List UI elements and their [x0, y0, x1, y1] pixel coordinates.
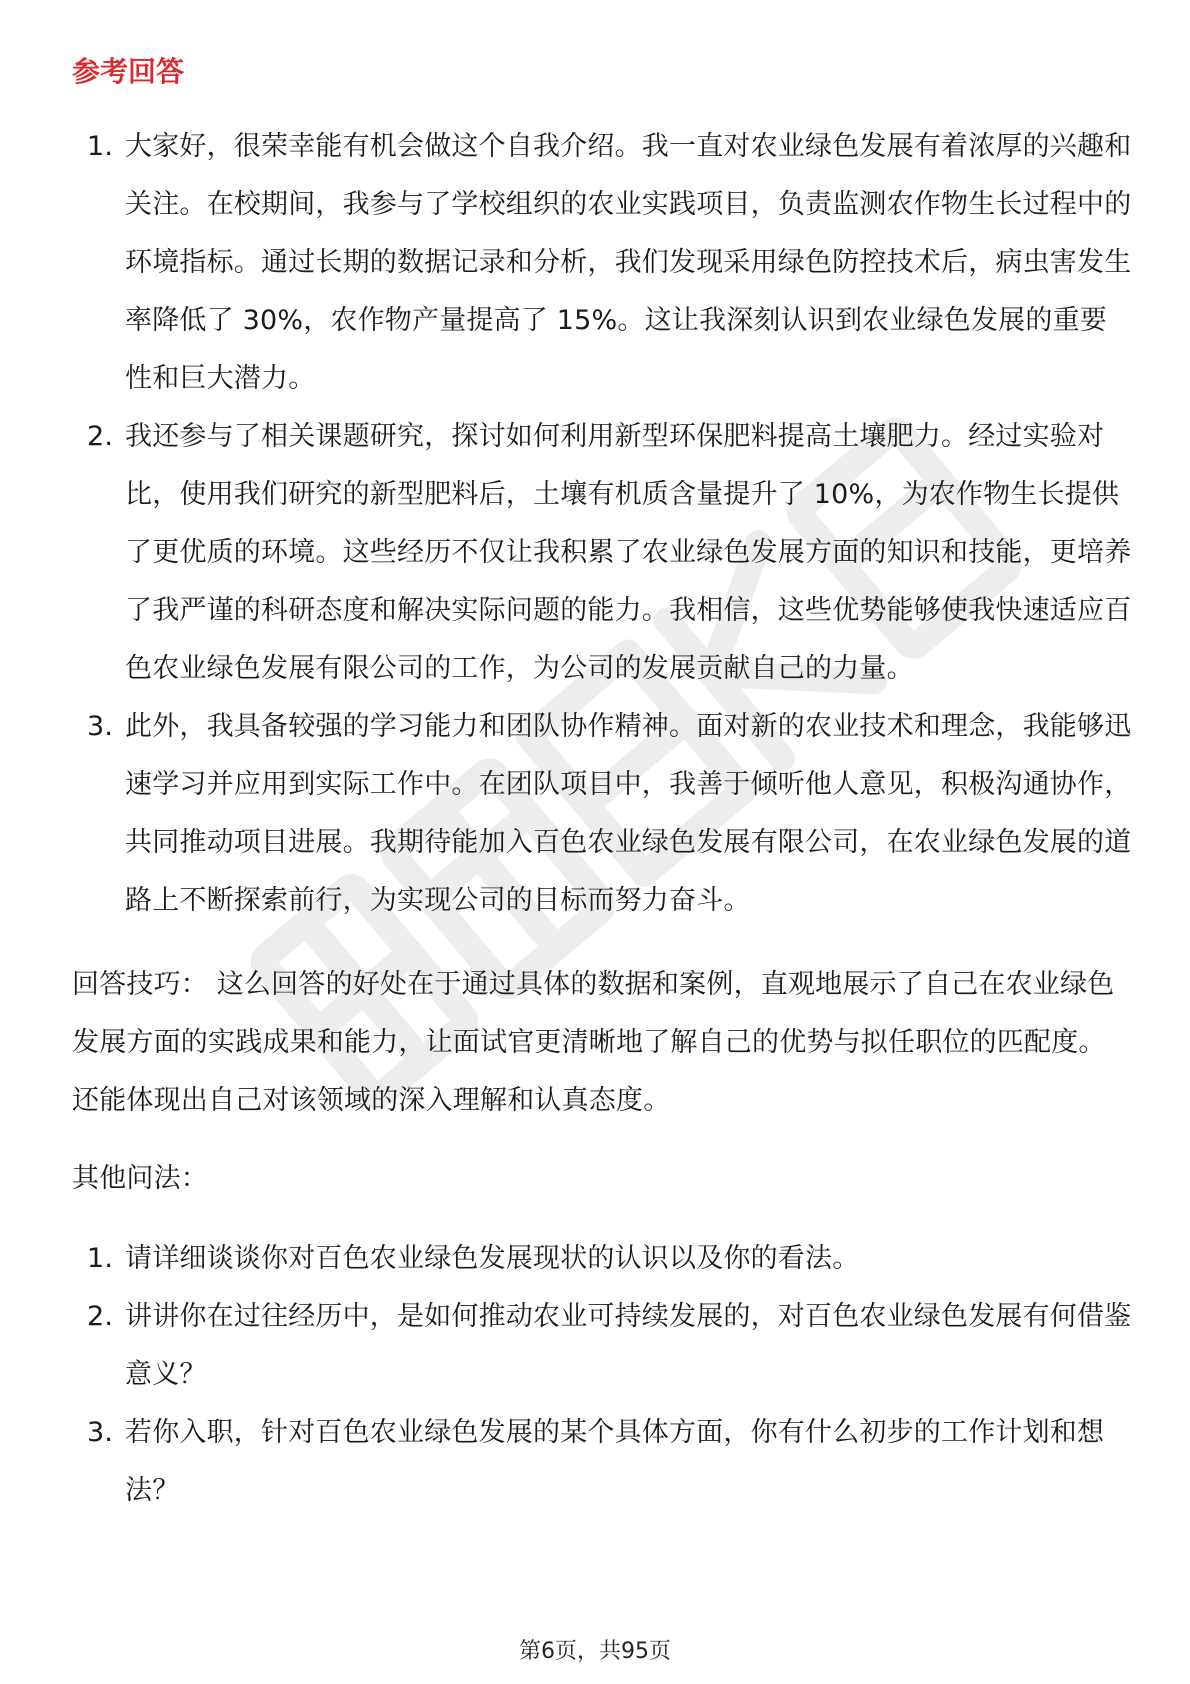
list-number: 1.	[87, 131, 114, 162]
other-questions-list	[72, 1230, 1132, 1520]
other-question-item-3	[72, 1404, 1132, 1520]
answer-text: 我还参与了相关课题研究，探讨如何利用新型环保肥料提高土壤肥力。经过实验对比，使用我们研究的新型肥料后，土壤有机质含量提升了 10%，为农作物生长提供了更优质的环境。这些经历不仅让我积累了农业绿色发展方面的知识和技能，更培养了我严谨的科研态度和解决实际问题的能力。我相信，这些优势能够使我快速适应百色农业绿色发展有限公司的工作，为公司的发展贡献自己的力量。	[125, 421, 1132, 684]
other-question-item-1	[72, 1230, 1132, 1288]
question-text: 若你入职，针对百色农业绿色发展的某个具体方面，你有什么初步的工作计划和想法？	[125, 1417, 1105, 1506]
other-questions-title: 其他问法：	[72, 1163, 208, 1194]
list-number: 1.	[87, 1243, 114, 1274]
answer-list	[72, 118, 1132, 930]
page-footer: 第6页，共95页	[519, 1639, 671, 1664]
answer-item-3	[72, 698, 1132, 930]
answer-text: 此外，我具备较强的学习能力和团队协作精神。面对新的农业技术和理念，我能够迅速学习并应用到实际工作中。在团队项目中，我善于倾听他人意见，积极沟通协作，共同推动项目进展。我期待能加入百色农业绿色发展有限公司，在农业绿色发展的道路上不断探索前行，为实现公司的目标而努力奋斗。	[125, 711, 1132, 916]
answer-tips: 回答技巧： 这么回答的好处在于通过具体的数据和案例，直观地展示了自己在农业绿色发展方面的实践成果和能力，让面试官更清晰地了解自己的优势与拟任职位的匹配度。还能体现出自己对该领域的深入理解和认真态度。	[72, 969, 1115, 1116]
other-question-item-2	[72, 1288, 1132, 1404]
section-title: 参考回答	[72, 55, 185, 88]
list-number: 3.	[87, 1417, 114, 1448]
question-text: 讲讲你在过往经历中，是如何推动农业可持续发展的，对百色农业绿色发展有何借鉴意义？	[125, 1301, 1132, 1390]
answer-text: 大家好，很荣幸能有机会做这个自我介绍。我一直对农业绿色发展有着浓厚的兴趣和关注。在校期间，我参与了学校组织的农业实践项目，负责监测农作物生长过程中的环境指标。通过长期的数据记录和分析，我们发现采用绿色防控技术后，病虫害发生率降低了 30%，农作物产量提高了 15%。这让我深刻认识到农业绿色发展的重要性和巨大潜力。	[125, 131, 1132, 394]
answer-item-1	[72, 118, 1132, 408]
list-number: 2.	[87, 421, 114, 452]
document-page	[72, 52, 1132, 1520]
list-number: 2.	[87, 1301, 114, 1332]
list-number: 3.	[87, 711, 114, 742]
question-text: 请详细谈谈你对百色农业绿色发展现状的认识以及你的看法。	[125, 1243, 860, 1274]
answer-item-2	[72, 408, 1132, 698]
